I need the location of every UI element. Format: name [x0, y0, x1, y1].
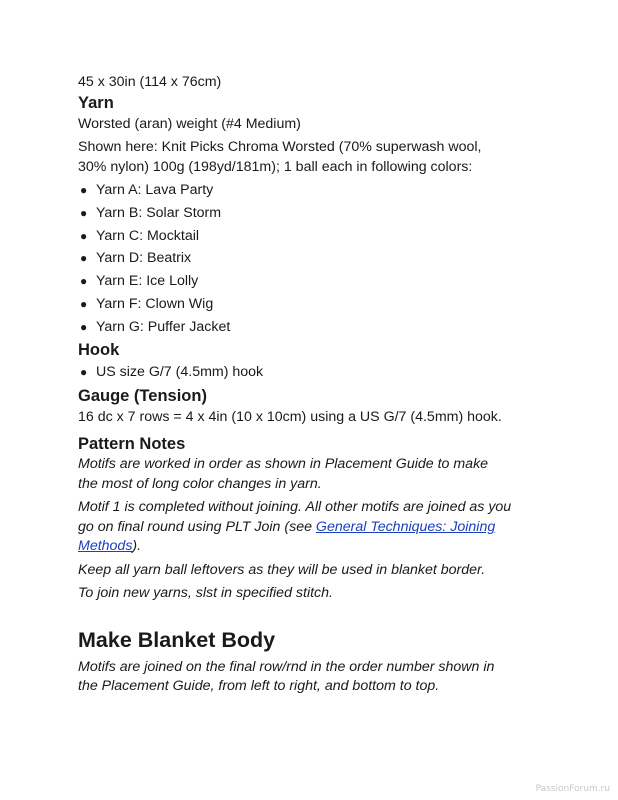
pattern-note-2-suffix: ).: [132, 538, 142, 555]
list-item: [78, 179, 578, 202]
bullet-icon: ●: [80, 205, 88, 220]
pattern-note-3: Keep all yarn ball leftovers as they will be used in blanket border.: [78, 561, 486, 578]
list-item: [78, 293, 578, 316]
pattern-note-2-line-2: go on final round using PLT Join (see: [78, 518, 316, 535]
list-item: [78, 225, 578, 248]
pattern-note-2: [78, 498, 578, 557]
list-item: [78, 270, 578, 293]
blanket-body-text: [78, 658, 578, 697]
pattern-note-1-line-1: Motifs are worked in order as shown in Placement Guide to make: [78, 456, 489, 473]
bullet-icon: ●: [80, 274, 88, 289]
list-item: [78, 316, 578, 339]
list-item: [78, 247, 578, 270]
hook-list: [78, 361, 578, 384]
bullet-icon: ●: [80, 319, 88, 334]
bullet-icon: ●: [80, 364, 88, 379]
hook-size: US size G/7 (4.5mm) hook: [96, 363, 264, 380]
pattern-notes-heading: Pattern Notes: [78, 435, 186, 454]
bullet-icon: ●: [80, 228, 88, 243]
list-item: [78, 361, 578, 384]
yarn-heading: Yarn: [78, 94, 114, 112]
blanket-body-line-2: the Placement Guide, from left to right, and bottom to top.: [78, 678, 440, 695]
joining-methods-link-text-1[interactable]: General Techniques: Joining: [315, 518, 496, 535]
yarn-shown-here-line-1: Shown here: Knit Picks Chroma Worsted (70% superwash wool,: [78, 139, 482, 155]
yarn-color-list: [78, 179, 578, 339]
watermark: PassionForum.ru: [535, 784, 610, 794]
bullet-icon: ●: [80, 296, 88, 311]
gauge-heading: Gauge (Tension): [78, 387, 207, 406]
pattern-note-1: [78, 455, 578, 494]
yarn-shown-here: [78, 138, 578, 177]
bullet-icon: ●: [80, 251, 88, 266]
yarn-color-label: Yarn F: Clown Wig: [96, 295, 214, 312]
document-page: [78, 72, 578, 697]
yarn-shown-here-line-2: 30% nylon) 100g (198yd/181m); 1 ball each in following colors:: [78, 158, 473, 175]
yarn-color-label: Yarn C: Mocktail: [96, 227, 200, 244]
yarn-color-label: Yarn E: Ice Lolly: [96, 273, 199, 290]
pattern-note-1-line-2: the most of long color changes in yarn.: [78, 475, 322, 492]
list-item: [78, 202, 578, 225]
pattern-note-2-line-1: Motif 1 is completed without joining. All other motifs are joined as you: [78, 499, 512, 516]
blanket-body-heading: Make Blanket Body: [78, 627, 276, 652]
yarn-color-label: Yarn D: Beatrix: [96, 250, 192, 267]
hook-heading: Hook: [78, 340, 120, 359]
yarn-weight: Worsted (aran) weight (#4 Medium): [78, 116, 301, 132]
yarn-color-label: Yarn B: Solar Storm: [96, 204, 222, 221]
gauge-text: 16 dc x 7 rows = 4 x 4in (10 x 10cm) using a US G/7 (4.5mm) hook.: [78, 409, 502, 426]
bullet-icon: ●: [80, 183, 88, 197]
pattern-note-4: To join new yarns, slst in specified stitch.: [78, 585, 333, 602]
blanket-body-line-1: Motifs are joined on the final row/rnd in the order number shown in: [78, 658, 495, 675]
blanket-size: 45 x 30in (114 x 76cm): [78, 74, 222, 90]
joining-methods-link-text-2[interactable]: Methods: [78, 538, 133, 555]
yarn-color-label: Yarn A: Lava Party: [96, 182, 214, 198]
yarn-color-label: Yarn G: Puffer Jacket: [96, 318, 231, 335]
